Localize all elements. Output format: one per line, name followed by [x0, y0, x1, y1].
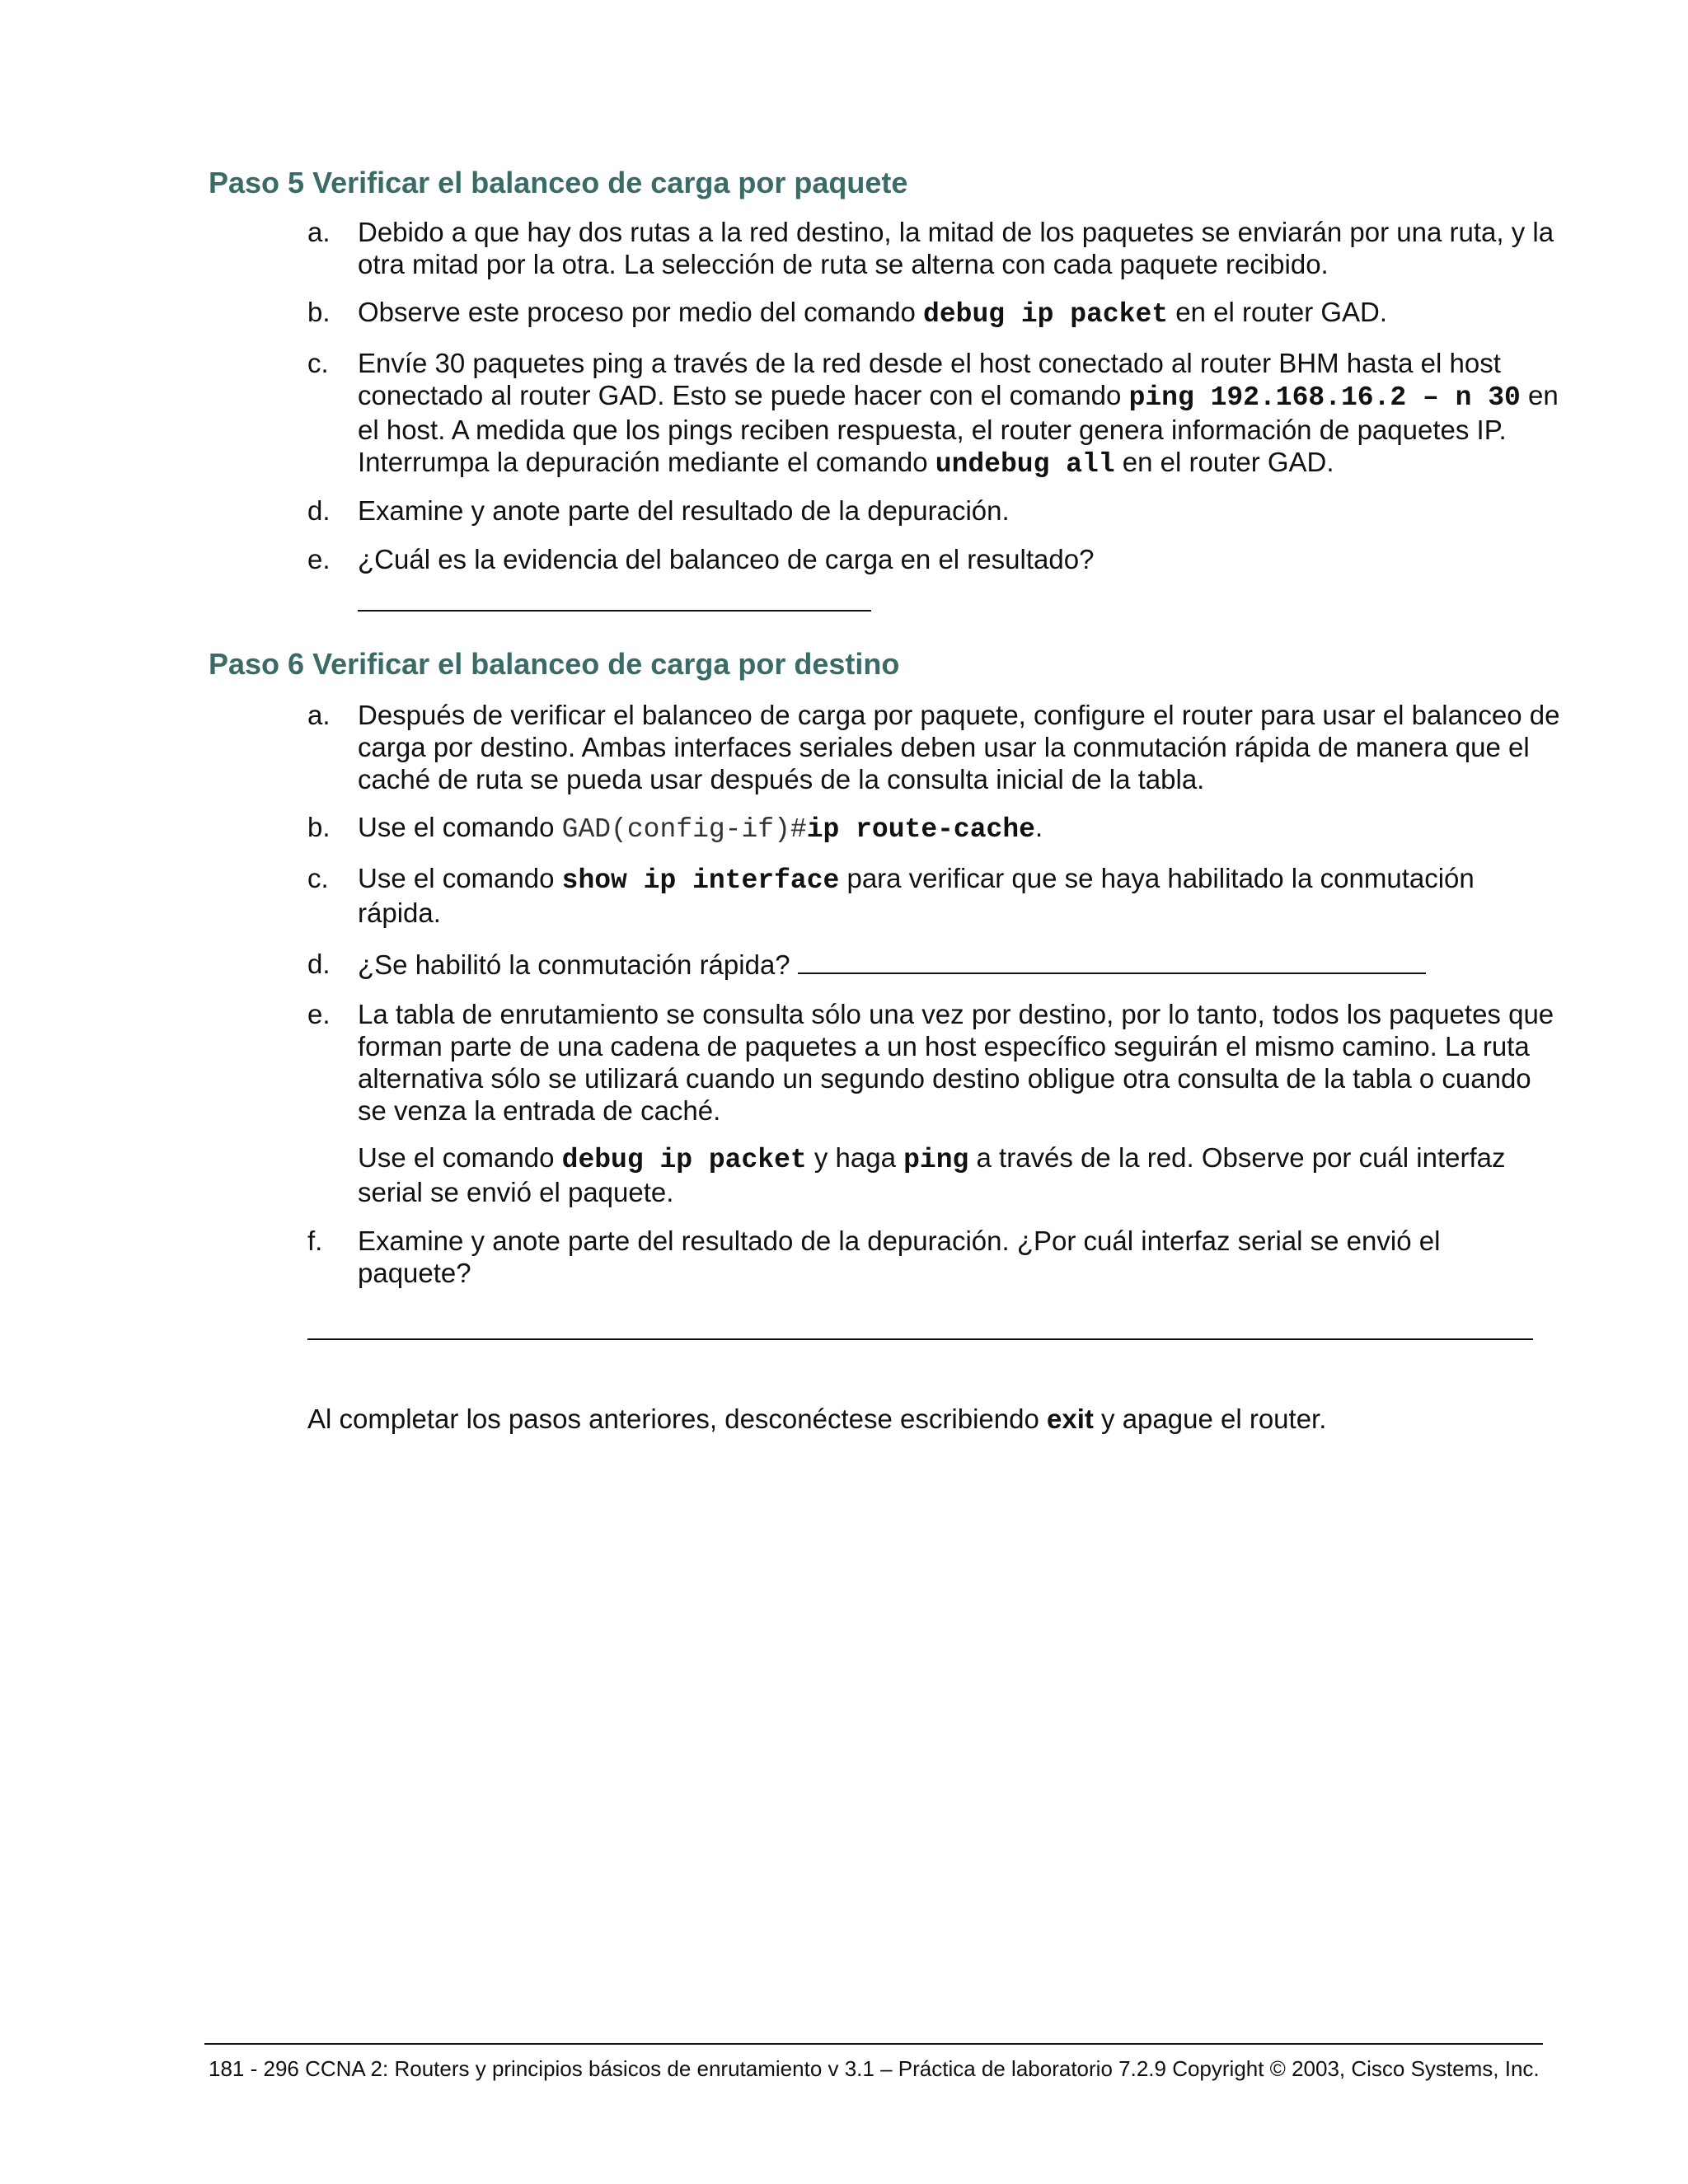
item-text — [358, 998, 1560, 1208]
step5-heading: Paso 5 Verificar el balanceo de carga por paquete — [209, 166, 908, 199]
item-label: e. — [307, 999, 331, 1029]
answer-line[interactable] — [358, 610, 871, 612]
item-text: Debido a que hay dos rutas a la red destino, la mitad de los paquetes se enviarán por una ruta, y la otra mitad por la otra. La selección de ruta se alterna con cada paquete recibido. — [358, 217, 1554, 279]
step6-item-c — [307, 862, 1560, 929]
command-text: ping — [903, 1145, 969, 1175]
command-text: ip route-cache — [806, 814, 1035, 845]
item-text: Examine y anote parte del resultado de la depuración. — [358, 495, 1010, 526]
text-run: a través de la red. Observe por cuál interfaz serial se envió el paquete. — [358, 1142, 1506, 1207]
item-label: e. — [307, 544, 331, 574]
text-run: Envíe 30 paquetes ping a través de la red desde el host conectado al router BHM hasta el host conectado al router GAD. Esto se puede hacer con el comando — [358, 348, 1501, 410]
exit-keyword: exit — [1046, 1404, 1094, 1434]
command-text: debug ip packet — [561, 1145, 807, 1175]
item-label: d. — [307, 495, 331, 526]
item-label: c. — [307, 348, 329, 378]
text-run: Use el comando — [358, 863, 562, 893]
command-text: undebug all — [935, 449, 1115, 480]
text-run: Observe este proceso por medio del comando — [358, 297, 924, 327]
item-label: a. — [307, 217, 331, 247]
step5-item-a — [307, 216, 1560, 280]
item-text — [358, 811, 1560, 846]
closing-instruction — [307, 1403, 1326, 1435]
item-label: b. — [307, 812, 331, 842]
command-text: ping 192.168.16.2 – n 30 — [1128, 382, 1521, 413]
paragraph — [358, 1141, 1560, 1208]
item-text: Examine y anote parte del resultado de la depuración. ¿Por cuál interfaz serial se envió el paquete? — [358, 1226, 1441, 1288]
page-footer: 181 - 296 CCNA 2: Routers y principios básicos de enrutamiento v 3.1 – Práctica de laboratorio 7.2.9 Copyright © 2003, Cisco Systems, Inc. — [209, 2056, 1540, 2081]
text-run: en el router GAD. — [1114, 447, 1334, 477]
text-run: y apague el router. — [1093, 1404, 1327, 1434]
item-text — [358, 862, 1560, 929]
text-run: . — [1034, 812, 1043, 842]
step5-item-b — [307, 296, 1560, 330]
step5-item-c — [307, 347, 1560, 480]
answer-line[interactable] — [307, 1338, 1533, 1340]
item-text — [358, 296, 1560, 330]
paragraph: La tabla de enrutamiento se consulta sólo una vez por destino, por lo tanto, todos los paquetes que forman parte de una cadena de paquetes a un host específico seguirán el mismo camino. La ruta alternativa sólo se utilizará cuando un segundo destino obligue otra consulta de la tabla o cuando se venza la entrada de caché. — [358, 999, 1554, 1126]
text-run: en el host. A medida que los pings reciben respuesta, el router genera información de paquetes IP. Interrumpa la depuración mediante el comando — [358, 380, 1559, 477]
step5-item-e — [307, 543, 1560, 575]
text-run: en el router GAD. — [1168, 297, 1388, 327]
text-run: Use el comando — [358, 1142, 562, 1173]
item-label: c. — [307, 863, 329, 893]
step5-item-d — [307, 494, 1560, 527]
step6-item-b — [307, 811, 1560, 846]
item-text — [358, 347, 1560, 480]
step6-item-d — [307, 948, 1560, 981]
item-label: f. — [307, 1226, 323, 1256]
prompt-text: GAD(config-if)# — [561, 814, 807, 845]
text-run: y haga — [806, 1142, 904, 1173]
step6-item-a — [307, 699, 1560, 795]
text-run: ¿Se habilitó la conmutación rápida? — [358, 949, 798, 980]
item-label: d. — [307, 949, 331, 979]
command-text: debug ip packet — [923, 299, 1169, 330]
item-label: b. — [307, 297, 331, 327]
text-run: Use el comando — [358, 812, 562, 842]
item-label: a. — [307, 700, 331, 730]
item-text — [358, 948, 1560, 981]
command-text: show ip interface — [561, 865, 840, 896]
footer-divider — [204, 2043, 1543, 2045]
item-text: ¿Cuál es la evidencia del balanceo de carga en el resultado? — [358, 544, 1095, 574]
step6-item-f — [307, 1225, 1560, 1289]
step6-heading: Paso 6 Verificar el balanceo de carga por destino — [209, 647, 900, 681]
answer-blank[interactable] — [798, 948, 1426, 974]
text-run: Al completar los pasos anteriores, desconéctese escribiendo — [307, 1404, 1047, 1434]
text-run: para verificar que se haya habilitado la conmutación rápida. — [358, 863, 1475, 928]
item-text: Después de verificar el balanceo de carga por paquete, configure el router para usar el balanceo de carga por destino. Ambas interfaces seriales deben usar la conmutación rápida de manera que el caché de ruta se pueda usar después de la consulta inicial de la tabla. — [358, 700, 1560, 794]
step6-item-e — [307, 998, 1560, 1208]
